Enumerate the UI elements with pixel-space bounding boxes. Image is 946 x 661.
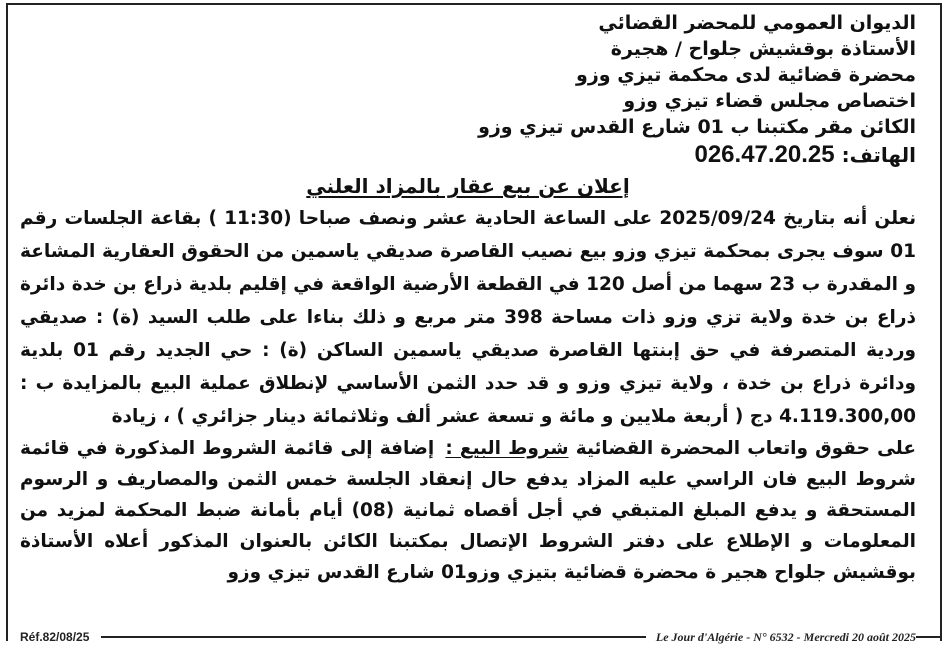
office-name: الديوان العمومي للمحضر القضائي <box>598 12 916 34</box>
sale-conditions <box>20 433 916 588</box>
bailiff-court: محضرة قضائية لدى محكمة تيزي وزو <box>576 64 916 86</box>
notice-content <box>20 10 916 588</box>
notice-title-text: إعلان عن بيع عقار بالمزاد العلني <box>306 174 630 198</box>
footer <box>6 626 942 648</box>
notice-title <box>20 172 916 200</box>
phone-number: 026.47.20.25 <box>694 141 835 168</box>
bailiff-name: الأستاذة بوقشيش جلواح / هجيرة <box>610 38 916 60</box>
phone-label: الهاتف: <box>841 143 916 167</box>
phone-line <box>20 140 916 170</box>
office-address: الكائن مقر مكتبنا ب 01 شارع القدس تيزي وزو <box>478 116 916 138</box>
conditions-text: إضافة إلى قائمة الشروط المذكورة في قائمة شروط البيع فان الراسي عليه المزاد يدفع حال إنعقاد الجلسة خمس الثمن والمصاريف و الرسوم المستحقة و يدفع المبلغ المتبقي في أجل أقصاه ثمانية (08) أيام بأمانة ضبط المحكمة لمزيد من المعلومات و الإطلاع على دفتر الشروط الإتصال بمكتبنا الكائن بالعنوان المذكور أعلاه الأستاذة بوقشيش جلواح هجير ة محضرة قضائية بتيزي وزو01 شارع القدس تيزي وزو <box>20 438 917 583</box>
footer-corner-rule <box>916 636 942 638</box>
newspaper-source: Le Jour d'Algérie - N° 6532 - Mercredi 20 août 2025 <box>655 629 916 644</box>
conditions-heading: شروط البيع : <box>445 438 569 459</box>
conditions-tail: على حقوق واتعاب المحضرة القضائية <box>575 438 916 459</box>
reference-number: Réf.82/08/25 <box>20 630 90 644</box>
jurisdiction: اختصاص مجلس قضاء تيزي وزو <box>623 90 916 112</box>
footer-rule <box>101 636 645 638</box>
notice-body: نعلن أنه بتاريخ 2025/09/24 على الساعة الحادية عشر ونصف صباحا (11:30 ) بقاعة الجلسات رقم 01 سوف يجرى بمحكمة تيزي وزو بيع نصيب القاصرة صديقي ياسمين من الحقوق العقارية المشاعة و المقدرة ب 23 سهما من أصل 120 في القطعة الأرضية الواقعة في إقليم بلدية ذراع بن خدة دائرة ذراع بن خدة ولاية تزي وزو ذات مساحة 398 متر مربع و ذلك بناءا على طلب السيد (ة) : صديقي وردية المتصرفة في حق إبنتها القاصرة صديقي ياسمين الساكن (ة) : حي الجديد رقم 01 بلدية ودائرة ذراع بن خدة ، ولاية تيزي وزو و قد حدد الثمن الأساسي لإنطلاق عملية البيع بالمزايدة ب : 4.119.300,00 دج ( أربعة ملايين و مائة و تسعة عشر ألف وثلاثمائة دينار جزائري ) ، زيادة <box>20 208 917 427</box>
